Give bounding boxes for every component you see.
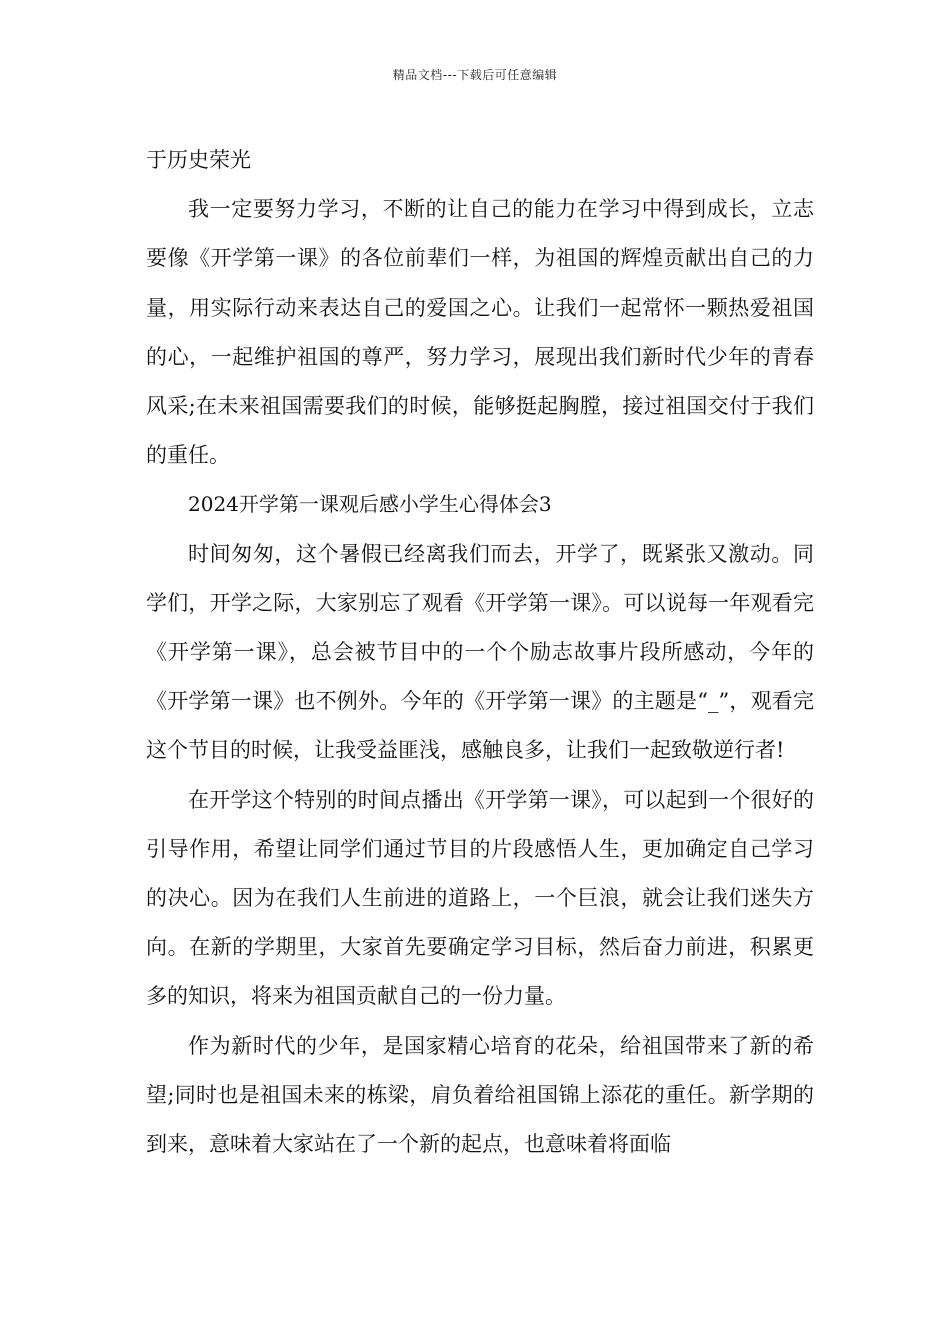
paragraph: 在开学这个特别的时间点播出《开学第一课》，可以起到一个很好的引导作用，希望让同学们通过节目的片段感悟人生，更加确定自己学习的决心。因为在我们人生前进的道路上，一个巨浪，就会让我们迷失方向。在新的学期里，大家首先要确定学习目标，然后奋力前进，积累更多的知识，将来为祖国贡献自己的一份力量。 [146, 787, 814, 1009]
paragraph-continuation: 于历史荣光 [146, 148, 251, 172]
paragraph: 时间匆匆，这个暑假已经离我们而去，开学了，既紧张又激动。同学们，开学之际，大家别忘了观看《开学第一课》。可以说每一年观看完《开学第一课》，总会被节目中的一个个励志故事片段所感动，今年的《开学第一课》也不例外。今年的《开学第一课》的主题是“_”，观看完这个节目的时候，让我受益匪浅，感触良多，让我们一起致敬逆行者! [146, 541, 814, 763]
page-header: 精品文档---下载后可任意编辑 [392, 68, 558, 82]
document-body [146, 136, 814, 1169]
section-heading: 2024开学第一课观后感小学生心得体会3 [188, 492, 552, 517]
paragraph: 我一定要努力学习，不断的让自己的能力在学习中得到成长，立志要像《开学第一课》的各位前辈们一样，为祖国的辉煌贡献出自己的力量，用实际行动来表达自己的爱国之心。让我们一起常怀一颗热爱祖国的心，一起维护祖国的尊严，努力学习，展现出我们新时代少年的青春风采;在未来祖国需要我们的时候，能够挺起胸膛，接过祖国交付于我们的重任。 [146, 197, 814, 468]
paragraph: 作为新时代的少年，是国家精心培育的花朵，给祖国带来了新的希望;同时也是祖国未来的栋梁，肩负着给祖国锦上添花的重任。新学期的到来，意味着大家站在了一个新的起点，也意味着将面临 [146, 1033, 814, 1157]
